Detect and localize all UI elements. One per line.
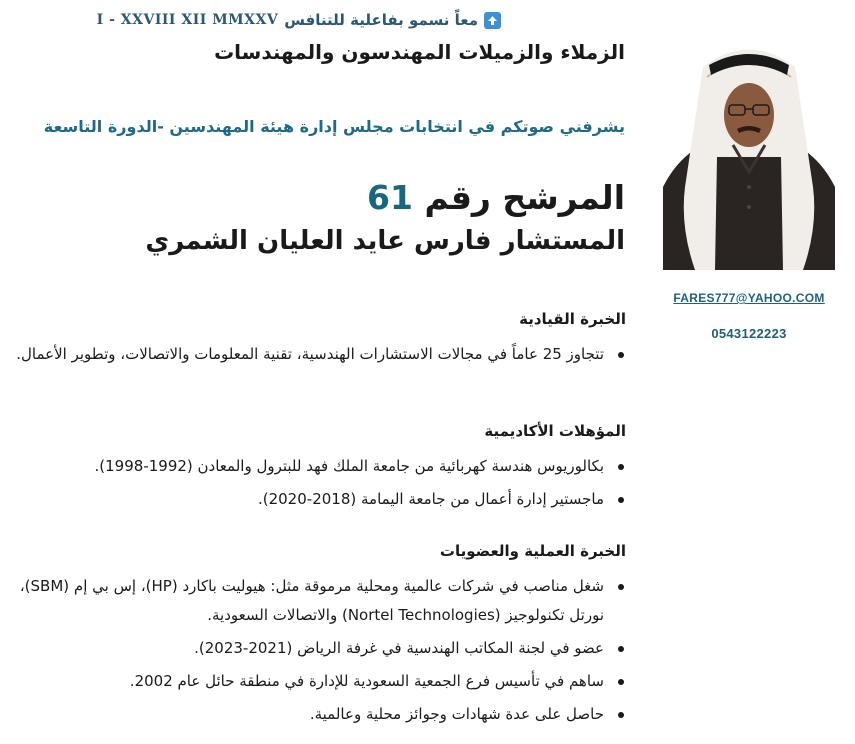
list-item: تتجاوز 25 عاماً في مجالات الاستشارات الهندسية، تقنية المعلومات والاتصالات، وتطوير الأعمال. <box>6 340 604 369</box>
list-item: ماجستير إدارة أعمال من جامعة اليمامة (2018-2020). <box>6 485 604 514</box>
bullet-list <box>6 340 626 369</box>
list-item: شغل مناصب في شركات عالمية ومحلية مرموقة مثل: هيوليت باكارد (HP)، إس بي إم (SBM)، نورتل تكنولوجيز (Nortel Technologies) والاتصالات السعودية. <box>6 572 604 630</box>
tagline-text: معاً نسمو بفاعلية للتنافس <box>284 11 478 29</box>
list-item: بكالوريوس هندسة كهربائية من جامعة الملك فهد للبترول والمعادن (1992-1998). <box>6 452 604 481</box>
section-title: الخبرة العملية والعضويات <box>439 542 626 560</box>
candidate-details <box>6 310 626 733</box>
up-arrow-icon <box>484 12 501 29</box>
candidate-name: المستشار فارس عايد العليان الشمري <box>145 226 625 256</box>
bullet-list <box>6 452 626 514</box>
section-title: المؤهلات الأكاديمية <box>484 422 626 440</box>
election-subtitle: يشرفني صوتكم في انتخابات مجلس إدارة هيئة المهندسين -الدورة التاسعة <box>43 117 625 136</box>
candidate-number-heading <box>367 178 625 217</box>
section-title: الخبرة القيادية <box>519 310 626 328</box>
list-item: عضو في لجنة المكاتب الهندسية في غرفة الرياض (2021-2023). <box>6 634 604 663</box>
candidate-photo <box>663 37 835 270</box>
tagline <box>97 11 501 29</box>
email-link[interactable]: FARES777@YAHOO.COM <box>673 291 825 305</box>
section-leadership <box>6 310 626 422</box>
bullet-list <box>6 572 626 729</box>
list-item: ساهم في تأسيس فرع الجمعية السعودية للإدارة في منطقة حائل عام 2002. <box>6 667 604 696</box>
candidate-number: 61 <box>367 178 413 217</box>
tagline-date: I - XXVIII XII MMXXV <box>96 12 279 28</box>
section-academic <box>6 422 626 542</box>
candidate-label: المرشح رقم <box>424 178 625 217</box>
greeting-heading: الزملاء والزميلات المهندسون والمهندسات <box>214 40 625 64</box>
section-experience <box>6 542 626 729</box>
phone-number: 0543122223 <box>711 326 787 341</box>
list-item: حاصل على عدة شهادات وجوائز محلية وعالمية. <box>6 700 604 729</box>
